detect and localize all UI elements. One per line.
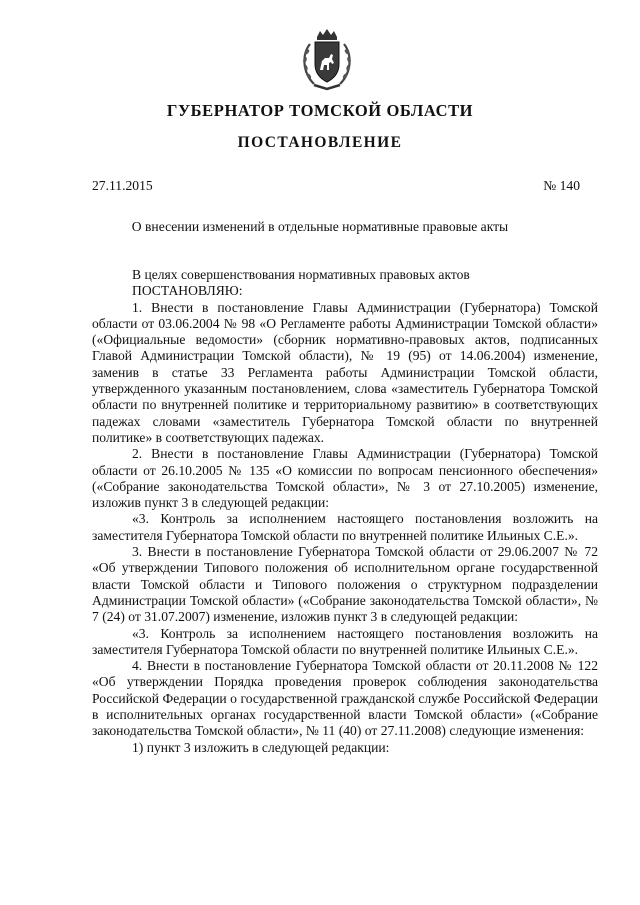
document-type: ПОСТАНОВЛЕНИЕ [237,134,403,151]
clause-3: 3. Внести в постановление Губернатора Томской области от 29.06.2007 № 72 «Об утверждении Типового положения об исполнительном органе государственной власти Томской области и Типового положения о структурном подразделении Администрации Томской области» («Собрание законодательства Томской области», № 7 (24) от 31.07.2007) изменение, изложив пункт 3 в следующей редакции: [92,544,598,625]
clause-1: 1. Внести в постановление Главы Администрации (Губернатора) Томской области от 03.06.2004 № 98 «О Регламенте работы Администрации Томской области» («Официальные ведомости» (сборник нормативно-правовых актов, подписанных Главой Администрации Томской области), № 19 (95) от 14.06.2004) изменение, заменив в статье 33 Регламента работы Администрации Томской области, утвержденного указанным постановлением, слова «заместитель Губернатора Томской области по внутренней политике и территориальному развитию» в соответствующих падежах словами «заместитель Губернатора Томской области по внутренней политике» в соответствующих падежах. [92,299,598,445]
preamble: В целях совершенствования нормативных правовых актов [132,267,470,282]
clause-2: 2. Внести в постановление Главы Администрации (Губернатора) Томской области от 26.10.2005 № 135 «О комиссии по вопросам пенсионного обеспечения» («Собрание законодательства Томской области», № 3 от 27.10.2005) изменение, изложив пункт 3 в следующей редакции: [92,446,598,511]
clause-2-quote: «3. Контроль за исполнением настоящего постановления возложить на заместителя Губернатора Томской области по внутренней политике Ильиных С.Е.». [92,511,598,543]
clause-4-subitem-1: 1) пункт 3 изложить в следующей редакции: [132,739,390,755]
document-subject: О внесении изменений в отдельные нормативные правовые акты [131,219,509,234]
resolve-heading: ПОСТАНОВЛЯЮ: [132,283,243,299]
coat-of-arms-icon [296,28,358,92]
clause-4: 4. Внести в постановление Губернатора Томской области от 20.11.2008 № 122 «Об утверждении Порядка проведения проверок соблюдения законодательства Российской Федерации о государственной гражданской службе Российской Федерации в исполнительных органах государственной власти Томской области» («Собрание законодательства Томской области», № 11 (40) от 27.11.2008) следующие изменения: [92,658,598,739]
issuer-title: ГУБЕРНАТОР ТОМСКОЙ ОБЛАСТИ [166,101,474,120]
document-number: № 140 [543,178,580,193]
document-body [92,267,598,756]
document-date: 27.11.2015 [92,178,153,193]
clause-3-quote: «3. Контроль за исполнением настоящего постановления возложить на заместителя Губернатора Томской области по внутренней политике Ильиных С.Е.». [92,625,598,657]
